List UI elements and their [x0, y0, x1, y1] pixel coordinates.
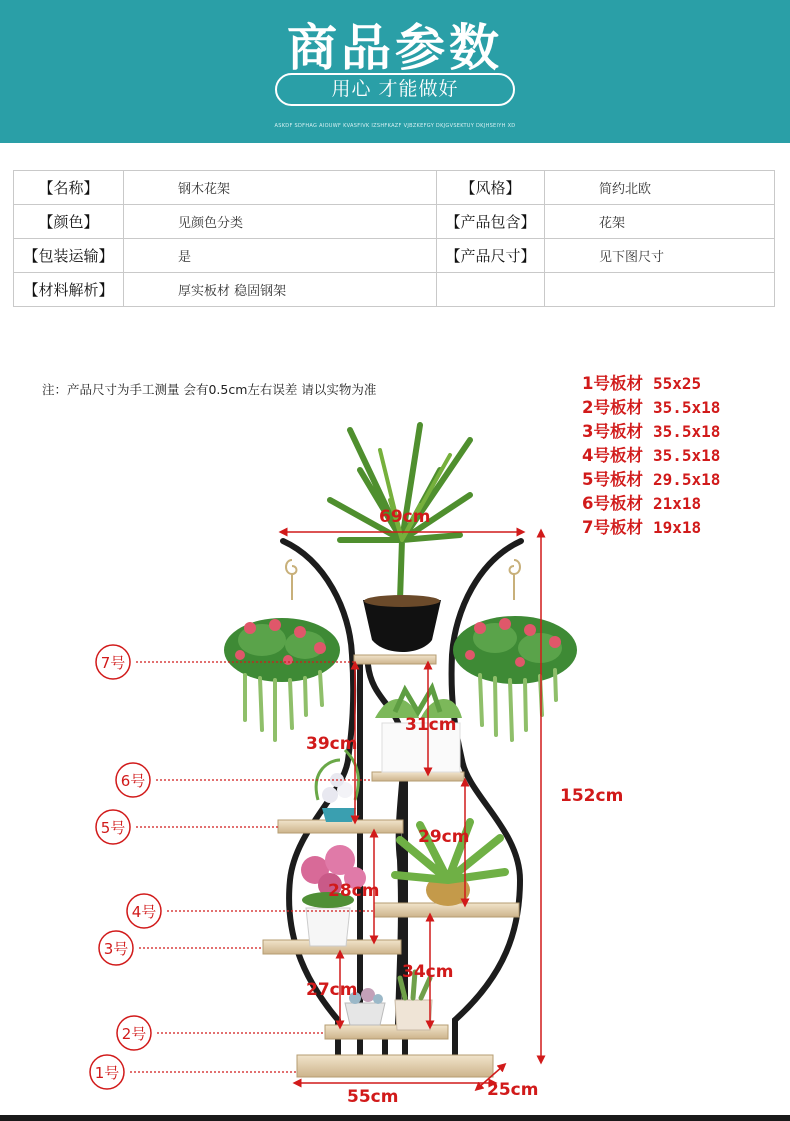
shelf-6 [372, 772, 464, 781]
param-value: 钢木花架 [124, 171, 437, 205]
label-gap-34: 34cm [402, 962, 454, 982]
label-width-top: 69cm [379, 507, 431, 527]
legend-name: 6号板材 [582, 494, 643, 513]
param-key: 【材料解析】 [14, 273, 124, 307]
param-value: 见下图尺寸 [545, 239, 775, 273]
label-height-total: 152cm [560, 786, 624, 806]
label-gap-39: 39cm [306, 734, 358, 754]
legend-dim: 55x25 [652, 374, 702, 393]
param-value: 花架 [545, 205, 775, 239]
legend-dim: 35.5x18 [652, 446, 721, 465]
footer-divider [0, 1115, 790, 1121]
label-gap-27: 27cm [306, 980, 358, 1000]
shelf-tag-label: 1号 [94, 1064, 120, 1082]
shelf-tag-label: 5号 [100, 819, 126, 837]
param-value: 简约北欧 [545, 171, 775, 205]
param-key: 【产品包含】 [437, 205, 545, 239]
shelf-tag-label: 6号 [120, 772, 146, 790]
legend-name: 4号板材 [582, 446, 643, 465]
legend-name: 1号板材 [582, 374, 643, 393]
label-gap-29: 29cm [418, 827, 470, 847]
label-base-depth: 25cm [487, 1080, 539, 1100]
legend-dim: 35.5x18 [652, 422, 721, 441]
hook-icon [286, 560, 297, 600]
legend-name: 3号板材 [582, 422, 643, 441]
measurement-note: 注：产品尺寸为手工测量 会有0.5cm左右误差 请以实物为准 [42, 382, 377, 397]
param-value: 见颜色分类 [124, 205, 437, 239]
banner-decorative-text: ASKDF SDFHAG AIOUWF KVASFIVK IZSHFKAZF VJBZKEFGY DKJGVSEKTUY DKJHSEIYH XD [274, 123, 516, 129]
param-value: 厚实板材 稳固钢架 [124, 273, 437, 307]
shelf-tag-2 [117, 1016, 325, 1050]
palm-plant [330, 425, 470, 652]
param-key: 【颜色】 [14, 205, 124, 239]
legend-name: 5号板材 [582, 470, 643, 489]
shelf-tag-1 [90, 1055, 297, 1089]
shelf-tag-label: 2号 [121, 1025, 147, 1043]
label-base-width: 55cm [347, 1087, 399, 1107]
shelf-tag-label: 7号 [100, 654, 126, 672]
legend-dim: 35.5x18 [652, 398, 721, 417]
shelf-tag-5 [96, 810, 278, 844]
hanging-flower-right [453, 616, 577, 740]
page-title: 商品参数 [287, 19, 503, 77]
label-gap-28: 28cm [328, 881, 380, 901]
banner-subtitle: 用心 才能做好 [275, 73, 515, 106]
legend-name: 2号板材 [582, 398, 643, 417]
param-key: 【包装运输】 [14, 239, 124, 273]
hanging-flower-left [224, 618, 340, 740]
shelf-tag-label: 4号 [131, 903, 157, 921]
param-key: 【风格】 [437, 171, 545, 205]
shelf-1 [297, 1055, 493, 1077]
hook-icon [510, 560, 521, 600]
shelf-tag-3 [99, 931, 263, 965]
legend-dim: 29.5x18 [652, 470, 721, 489]
legend-dim: 21x18 [652, 494, 702, 513]
param-value: 是 [124, 239, 437, 273]
legend-dim: 19x18 [652, 518, 702, 537]
shelf-tag-label: 3号 [103, 940, 129, 958]
param-key: 【名称】 [14, 171, 124, 205]
label-gap-31: 31cm [405, 715, 457, 735]
shelf-7 [354, 655, 436, 664]
legend-name: 7号板材 [582, 518, 643, 537]
param-key: 【产品尺寸】 [437, 239, 545, 273]
